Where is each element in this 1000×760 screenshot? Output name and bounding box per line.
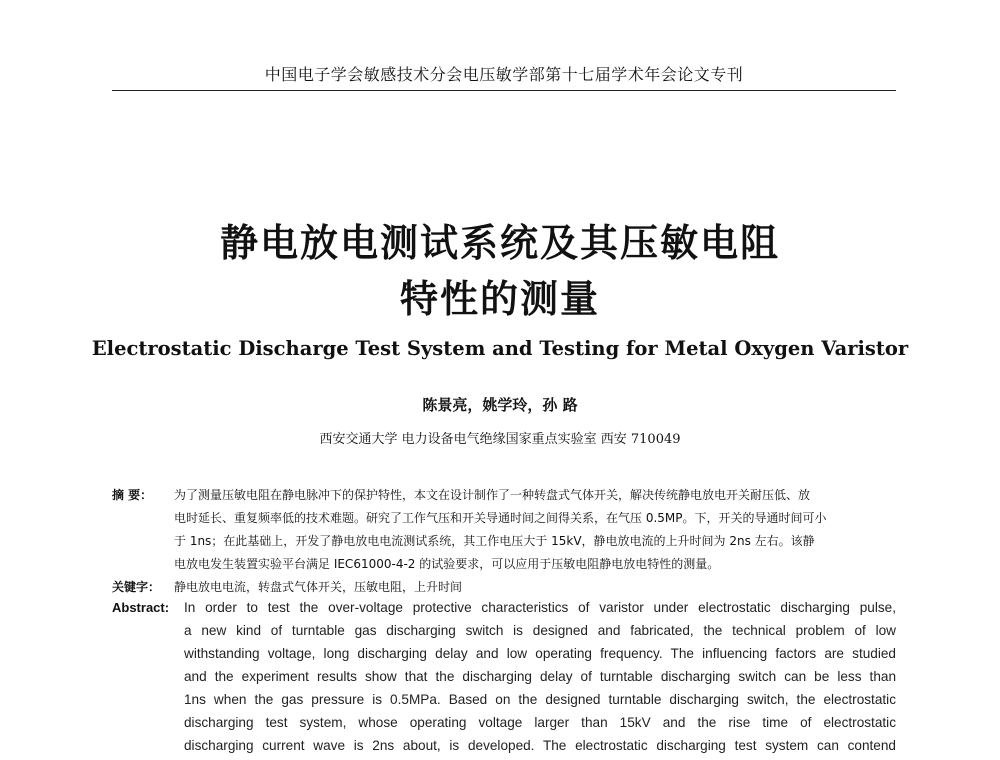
title-cn-line2: 特性的测量 <box>399 277 600 321</box>
keywords-cn-label: 关键字： <box>112 580 161 594</box>
keywords-cn-text: 静电放电电流，转盘式气体开关，压敏电阻，上升时间 <box>174 580 463 594</box>
journal-header: 中国电子学会敏感技术分会电压敏学部第十七届学术年会论文专刊 <box>264 65 744 84</box>
abstract-cn-line: 电时延长、重复频率低的技术难题。研究了工作气压和开关导通时间之间得关系，在气压 0.5MP。下，开关的导通时间可小 <box>174 511 827 525</box>
title-en: Electrostatic Discharge Test System and Testing for Metal Oxygen Varistor <box>91 337 909 360</box>
abstract-en-line: In order to test the over-voltage protective characteristics of varistor under electrostatic discharging pulse, <box>184 600 896 615</box>
abstract-en-line: discharging current wave is 2ns about, is developed. The electrostatic discharging test system can contend <box>184 738 896 753</box>
abstract-en-label: Abstract: <box>112 600 170 615</box>
affiliation: 西安交通大学 电力设备电气绝缘国家重点实验室 西安 710049 <box>319 432 681 447</box>
abstract-en-line: discharging test system, whose operating voltage larger than 15kV and the rise time of electrostatic <box>184 715 896 730</box>
abstract-en-line: withstanding voltage, long discharging delay and low operating frequency. The influencing factors are studied <box>184 646 896 661</box>
abstract-en-line: a new kind of turntable gas discharging switch is designed and fabricated, the technical problem of low <box>184 623 896 638</box>
abstract-cn-label: 摘 要： <box>112 488 153 502</box>
abstract-cn-line: 电放电发生装置实验平台满足 IEC61000-4-2 的试验要求，可以应用于压敏电阻静电放电特性的测量。 <box>174 557 720 571</box>
abstract-cn-line: 于 1ns；在此基础上，开发了静电放电电流测试系统，其工作电压大于 15kV，静电放电流的上升时间为 2ns 左右。该静 <box>174 534 815 548</box>
abstract-en-line: and the experiment results show that the discharging delay of turntable discharging switch can be less than <box>184 669 896 684</box>
abstract-en-line: 1ns when the gas pressure is 0.5MPa. Based on the designed turntable discharging switch, the electrostatic <box>184 692 896 707</box>
authors: 陈景亮，姚学玲，孙 路 <box>422 396 578 414</box>
abstract-cn-line: 为了测量压敏电阻在静电脉冲下的保护特性，本文在设计制作了一种转盘式气体开关，解决传统静电放电开关耐压低、放 <box>174 488 811 502</box>
title-cn-line1: 静电放电测试系统及其压敏电阻 <box>219 221 780 265</box>
header-rule <box>112 90 896 91</box>
